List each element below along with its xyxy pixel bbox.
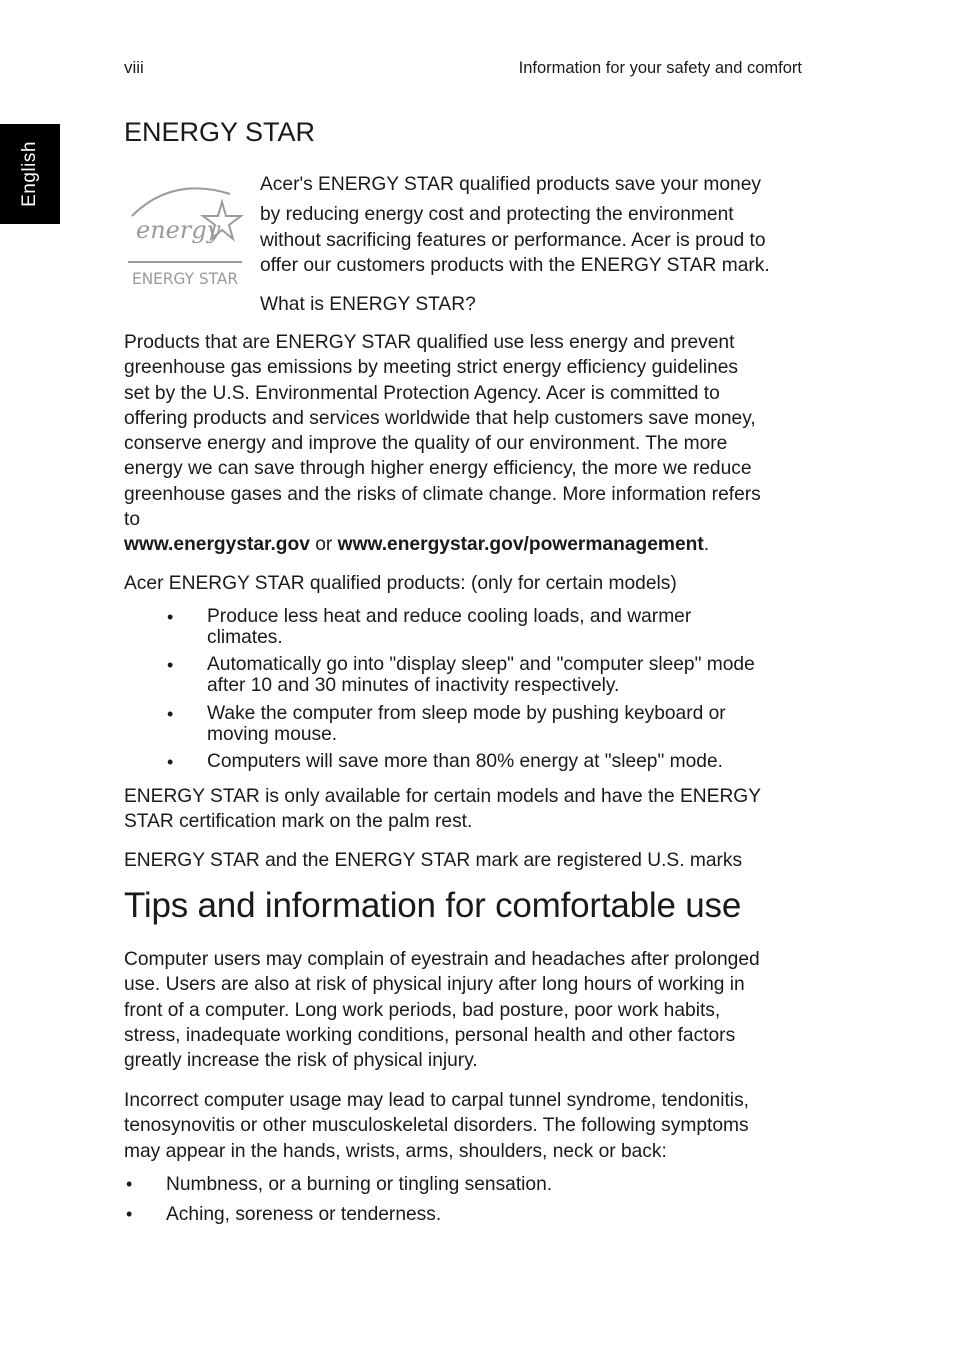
powermanagement-link[interactable]: www.energystar.gov/powermanagement: [337, 534, 704, 556]
bullet: •: [167, 655, 174, 675]
language-tab: [0, 124, 60, 224]
intro-line: offer our customers products with the ENERGY STAR mark.: [260, 254, 770, 276]
list-item: • Aching, soreness or tenderness.: [126, 1204, 442, 1225]
qualified-products-list: [167, 606, 827, 773]
trademark-note: ENERGY STAR and the ENERGY STAR mark are registered U.S. marks: [124, 850, 743, 871]
energy-star-logo: [124, 178, 246, 290]
logo-caption: ENERGY STAR: [132, 269, 238, 288]
logo-script-text: energy: [136, 216, 221, 244]
description-line: set by the U.S. Environmental Protection Agency. Acer is committed to: [124, 382, 720, 404]
energy-star-description: [124, 330, 824, 558]
links-end: .: [703, 534, 710, 556]
links-separator: or: [309, 534, 338, 556]
bullet: •: [167, 704, 174, 724]
links-line: [124, 532, 824, 557]
tips-paragraph-2: Incorrect computer usage may lead to carpal tunnel syndrome, tendonitis, tenosynovitis or other musculoskeletal disorders. The following symptoms may appear in the hands, wrists, arms, shoulders, neck or back:: [124, 1090, 749, 1162]
bullet: •: [126, 1204, 133, 1224]
intro-line: without sacrificing features or performance. Acer is proud to: [260, 229, 766, 251]
page-number: viii: [124, 58, 144, 77]
bullet: •: [126, 1174, 133, 1194]
description-line: conserve energy and improve the quality of our environment. The more: [124, 433, 728, 455]
language-tab-label: English: [19, 141, 40, 207]
qualified-products-title: Acer ENERGY STAR qualified products: (only for certain models): [124, 573, 677, 594]
description-line: greenhouse gas emissions by meeting strict energy efficiency guidelines: [124, 357, 738, 379]
energy-star-logo-icon: [124, 178, 246, 290]
description-line: greenhouse gases and the risks of climate change. More information refers: [124, 483, 761, 505]
running-header: Information for your safety and comfort: [518, 59, 802, 77]
description-line: energy we can save through higher energy efficiency, the more we reduce: [124, 458, 752, 480]
intro-line: Acer's ENERGY STAR qualified products save your money: [260, 174, 761, 195]
tips-paragraph-1: Computer users may complain of eyestrain and headaches after prolonged use. Users are also at risk of physical injury after long hours of working in front of a computer. Long work periods, bad posture, poor work habits, stress, inadequate working conditions, personal health and other factors greatly increase the risk of physical injury.: [124, 949, 760, 1072]
intro-line: by reducing energy cost and protecting the environment: [260, 204, 734, 226]
availability-note: ENERGY STAR is only available for certain models and have the ENERGY STAR certification mark on the palm rest.: [124, 786, 762, 833]
bullet: •: [167, 607, 174, 627]
description-line: Products that are ENERGY STAR qualified use less energy and prevent: [124, 332, 735, 353]
energy-star-intro: [260, 172, 820, 317]
list-item: • Wake the computer from sleep mode by pushing keyboard or moving mouse.: [167, 703, 726, 745]
tips-heading: Tips and information for comfortable use: [124, 886, 742, 925]
energy-star-heading: ENERGY STAR: [124, 117, 316, 147]
description-line: to: [124, 509, 141, 531]
list-item: • Automatically go into "display sleep" and "computer sleep" mode after 10 and 30 minutes of inactivity respectively.: [167, 654, 755, 696]
list-item: • Numbness, or a burning or tingling sensation.: [126, 1174, 553, 1195]
list-item: • Produce less heat and reduce cooling loads, and warmer climates.: [167, 606, 692, 648]
description-line: offering products and services worldwide that help customers save money,: [124, 407, 756, 429]
what-is-energy-star: What is ENERGY STAR?: [260, 294, 476, 316]
symptoms-list: [126, 1172, 806, 1227]
energystar-link[interactable]: www.energystar.gov: [124, 534, 310, 556]
list-item: • Computers will save more than 80% energy at "sleep" mode.: [167, 751, 723, 772]
bullet: •: [167, 752, 174, 772]
